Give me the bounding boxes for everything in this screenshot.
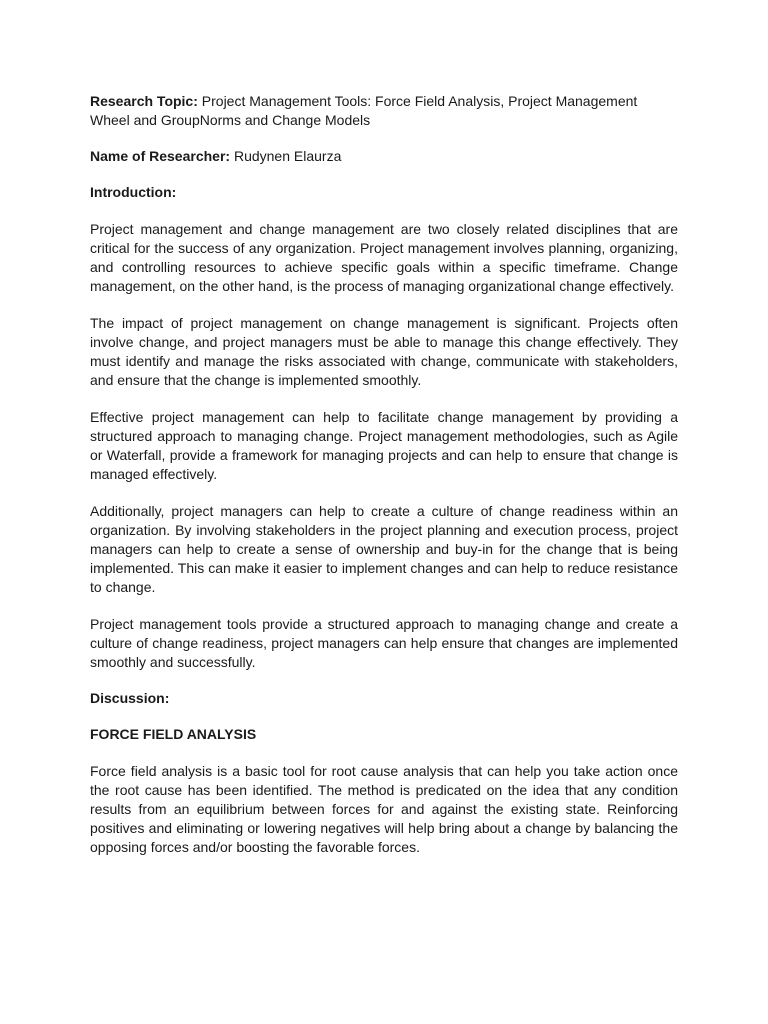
intro-paragraph-4: Additionally, project managers can help to create a culture of change readiness within an organization. By involving stakeholders in the project planning and execution process, project managers can help to create a sense of ownership and buy-in for the change that is being implemented. This can make it easier to implement changes and can help to reduce resistance to change. <box>90 503 678 595</box>
intro-paragraph-2: The impact of project management on change management is significant. Projects often involve change, and project managers must be able to manage this change effectively. They must identify and manage the risks associated with change, communicate with stakeholders, and ensure that the change is implemented smoothly. <box>90 315 678 388</box>
introduction-body <box>90 220 678 672</box>
research-topic-value: Project Management Tools: Force Field Analysis, Project Management Wheel and GroupNorms and Change Models <box>90 93 638 128</box>
introduction-heading: Introduction: <box>90 184 177 200</box>
researcher-label: Name of Researcher: <box>90 148 231 164</box>
force-field-analysis-heading: FORCE FIELD ANALYSIS <box>90 726 257 742</box>
intro-paragraph-3: Effective project management can help to facilitate change management by providing a structured approach to managing change. Project management methodologies, such as Agile or Waterfall, provide a framework for managing projects and can help to ensure that change is managed effectively. <box>90 409 678 482</box>
force-field-analysis-paragraph: Force field analysis is a basic tool for root cause analysis that can help you take action once the root cause has been identified. The method is predicated on the idea that any condition results from an equilibrium between forces for and against the existing state. Reinforcing positives and eliminating or lowering negatives will help bring about a change by balancing the opposing forces and/or boosting the favorable forces. <box>90 763 678 855</box>
researcher-value: Rudynen Elaurza <box>233 148 342 164</box>
intro-paragraph-5: Project management tools provide a structured approach to managing change and create a culture of change readiness, project managers can help ensure that changes are implemented smoothly and successfully. <box>90 616 678 670</box>
discussion-heading: Discussion: <box>90 690 170 706</box>
research-topic <box>90 92 678 130</box>
research-topic-label: Research Topic: <box>90 93 198 109</box>
researcher-name <box>90 147 678 166</box>
intro-paragraph-1: Project management and change management are two closely related disciplines that are critical for the success of any organization. Project management involves planning, organizing, and controlling resources to achieve specific goals within a specific timeframe. Change management, on the other hand, is the process of managing organizational change effectively. <box>90 221 678 294</box>
